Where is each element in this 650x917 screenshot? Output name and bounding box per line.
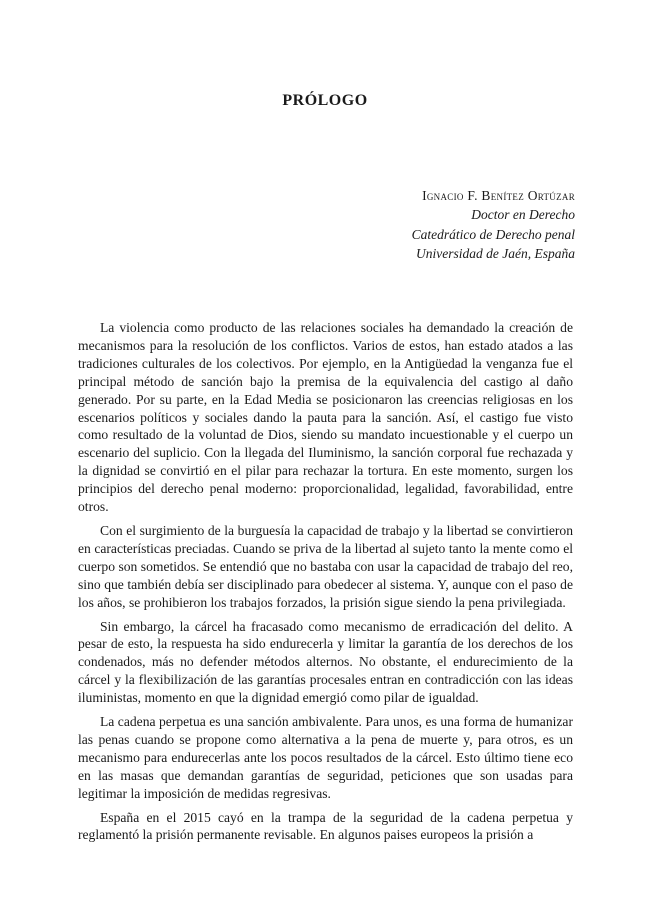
author-degree: Doctor en Derecho (471, 207, 575, 223)
author-position: Catedrático de Derecho penal (411, 226, 575, 242)
paragraph: La violencia como producto de las relaciones sociales ha demandado la creación de mecanismos para la resolución de los conflictos. Varios de estos, han estado atados a las tradiciones culturales de los colectivos. Por ejemplo, en la Antigüedad la venganza fue el principal método de sanción bajo la premisa de la equivalencia del castigo al daño generado. Por su parte, en la Edad Media se posicionaron las creencias religiosas en los escenarios políticos y sociales dando la pauta para la sanción. Así, el castigo fue visto como resultado de la voluntad de Dios, siendo su mandato incuestionable y el cuerpo un escenario del suplicio. Con la llegada del Iluminismo, la sanción corporal fue rechazada y la dignidad se convirtió en el pilar para rechazar la tortura. En este momento, surgen los principios del derecho penal moderno: proporcionalidad, legalidad, favorabilidad, entre otros. (78, 320, 573, 515)
author-affiliation: Universidad de Jaén, España (416, 245, 575, 261)
paragraph: Con el surgimiento de la burguesía la capacidad de trabajo y la libertad se convirtieron en características preciadas. Cuando se priva de la libertad al sujeto tanto la mente como el cuerpo son sometidos. Se entendió que no bastaba con usar la capacidad de trabajo del reo, sino que también debía ser disciplinado para obedecer al sistema. Y, aunque con el paso de los años, se prohibieron los trabajos forzados, la prisión sigue siendo la pena privilegiada. (78, 522, 573, 610)
page-title: PRÓLOGO (282, 92, 368, 109)
author-name: Ignacio F. Benítez Ortúzar (422, 188, 575, 203)
author-block (412, 186, 575, 263)
paragraph: España en el 2015 cayó en la trampa de la seguridad de la cadena perpetua y reglamentó la prisión permanente revisable. En algunos paises europeos la prisión a (78, 809, 573, 843)
body-text (78, 319, 573, 850)
paragraph: La cadena perpetua es una sanción ambivalente. Para unos, es una forma de humanizar las penas cuando se propone como alternativa a la pena de muerte y, para otros, es un mecanismo para endurecerlas ante los pocos resultados de la cárcel. Esto último tiene eco en las masas que demandan garantías de seguridad, peticiones que son usadas para legitimar la imposición de medidas regresivas. (78, 714, 573, 801)
paragraph: Sin embargo, la cárcel ha fracasado como mecanismo de erradicación del delito. A pesar de esto, la respuesta ha sido endurecerla y limitar la garantía de los derechos de los condenados, más no defender métodos alternos. No obstante, el endurecimiento de la cárcel y la flexibilización de las garantías procesales entran en contradicción con las ideas iluministas, momento en que la dignidad emergió como pilar de igualdad. (78, 618, 573, 706)
